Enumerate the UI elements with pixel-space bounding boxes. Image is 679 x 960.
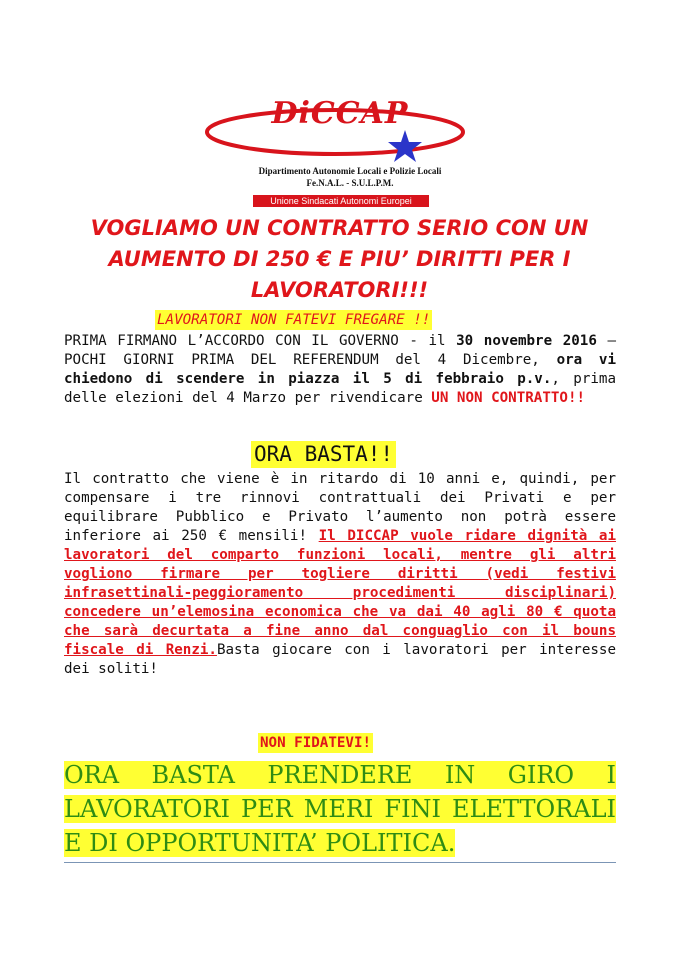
logo-subtitle-line1: Dipartimento Autonomie Locali e Polizie Locali [258, 166, 442, 176]
non-fidatevi-highlight: NON FIDATEVI! [260, 735, 372, 751]
logo-subtitle-line2: Fe.N.A.L. - S.U.L.P.M. [306, 178, 394, 188]
paragraph-2 [64, 470, 616, 679]
para2-red-underlined: Il DICCAP vuole ridare dignità ai lavoratori del comparto funzioni locali, mentre gli altri vogliono firmare per togliere diritti (vedi festivi infrasettinali-peggioramento procedimenti disciplinari) concedere un’elemosina economica che va dai 40 agli 80 € quota che sarà decurtata a fine anno dal conguaglio con il bouns fiscale di Renzi. [64, 528, 617, 658]
para2-text-1: Il contratto che viene è in ritardo di 10 anni e, quindi, per compensare i tre rinnovi contrattuali dei Privati e per equilibrare Pubblico e Privato l’aumento non potrà essere inferiore ai 250 € mensili! [64, 471, 616, 544]
para1-bold-text: ora vi chiedono di scendere in piazza il 5 di febbraio p.v. [64, 352, 616, 387]
warning-highlight: LAVORATORI NON FATEVI FREGARE !! [157, 312, 431, 328]
para1-text-3: , prima delle elezioni del 4 Marzo per rivendicare [64, 371, 617, 406]
diccap-logo [195, 92, 485, 162]
para2-text-2: Basta giocare con i lavoratori per interesse dei soliti! [64, 642, 616, 677]
para1-text-1: PRIMA FIRMANO L’ACCORDO CON IL GOVERNO - il [64, 333, 457, 349]
headline: VOGLIAMO UN CONTRATTO SERIO CON UN AUMENTO DI 250 € E PIU’ DIRITTI PER I LAVORATORI!!! [90, 216, 589, 302]
ora-basta-highlight: ORA BASTA!! [251, 441, 396, 468]
final-statement [64, 758, 616, 860]
logo-wordmark: DiCCAP [271, 96, 409, 131]
final-statement-text: ORA BASTA PRENDERE IN GIRO I LAVORATORI PER MERI FINI ELETTORALI E DI OPPORTUNITA’ POLITICA. [64, 761, 616, 857]
para1-text-2: – POCHI GIORNI PRIMA DEL REFERENDUM del 4 Dicembre, [64, 333, 616, 368]
divider-line [64, 862, 616, 863]
logo-banner: Unione Sindacati Autonomi Europei [253, 195, 429, 207]
para1-date: 30 novembre 2016 [456, 333, 597, 349]
para1-red-text: UN NON CONTRATTO!! [431, 390, 586, 406]
paragraph-1 [64, 332, 616, 408]
